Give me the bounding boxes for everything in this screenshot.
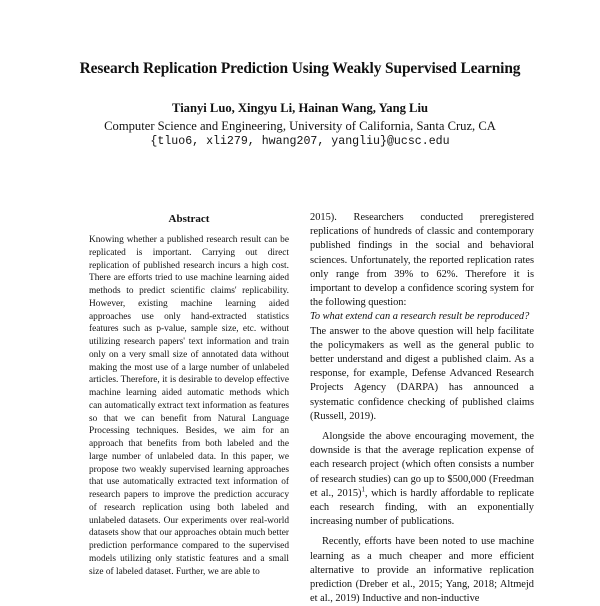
- body-paragraph-2: The answer to the above question will help facilitate the policymakers as well as the general public to better understand and digest a published claim. As a response, for example, Defense Advanced Research Projects Agency (DARPA) has announced a systematic confidence checking of published claims (Russell, 2019).: [310, 325, 534, 422]
- paper-authors: Tianyi Luo, Xingyu Li, Hainan Wang, Yang Liu: [172, 101, 428, 115]
- abstract-heading: Abstract: [168, 213, 210, 225]
- paper-title: Research Replication Prediction Using Weakly Supervised Learning: [79, 60, 521, 77]
- body-paragraph-3: [310, 430, 534, 529]
- body-paragraph-4: Recently, efforts have been noted to use machine learning as a much cheaper and more efficient alternative to provide an informative replication prediction (Dreber et al., 2015; Yang, 2018; Altmejd et al., 2019) Inductive and non-inductive: [310, 536, 534, 605]
- footnote-mark: 1: [361, 485, 365, 494]
- body-paragraph-3-end: , which is hardly affordable to replicate each research finding, with an exponentially increasing number of publications.: [310, 487, 534, 528]
- abstract-text: Knowing whether a published research result can be replicated is important. Carrying out direct replication of published research incurs a high cost. There are efforts tried to use machine learning aided methods to predict scientific claims' replicability. However, existing machine learning aided approaches use only hand-extracted statistics features such as p-value, sample size, etc. without utilizing research papers' text information and train only on a very small size of annotated data without making the most use of a large number of unlabeled articles. Therefore, it is desirable to develop effective machine learning aided automatic methods which can automatically extract text information as features so that we can benefit from Natural Language Processing techniques. Besides, we aim for an approach that benefits from both labeled and the large number of unlabeled data. In this paper, we propose two weakly supervised learning approaches that use automatically extracted text information of research papers to improve the prediction accuracy of research replication using both labeled and unlabeled datasets. Our experiments over real-world datasets show that our approaches obtain much better prediction performance compared to the supervised models utilizing only statistic features and a small size of labeled dataset. Further, we are able to: [89, 235, 289, 577]
- body-paragraph-1: 2015). Researchers conducted preregistered replications of hundreds of classic and contemporary published findings in the social and behavioral sciences. Unfortunately, the reported replication rates only range from 39% to 62%. Therefore it is important to develop a confidence scoring system for the following question:: [310, 212, 534, 309]
- paper-email: {tluo6, xli279, hwang207, yangliu}@ucsc.edu: [150, 135, 450, 148]
- research-question: To what extend can a research result be reproduced?: [310, 311, 530, 323]
- paper-affiliation: Computer Science and Engineering, University of California, Santa Cruz, CA: [104, 119, 496, 133]
- body-paragraph-3-start: Alongside the above encouraging movement, the downside is that the average replication expense of each research project (which often consists a number of research studies) can go up to $500,000 (Freedman et al., 2015): [310, 431, 534, 499]
- right-column: [310, 211, 534, 606]
